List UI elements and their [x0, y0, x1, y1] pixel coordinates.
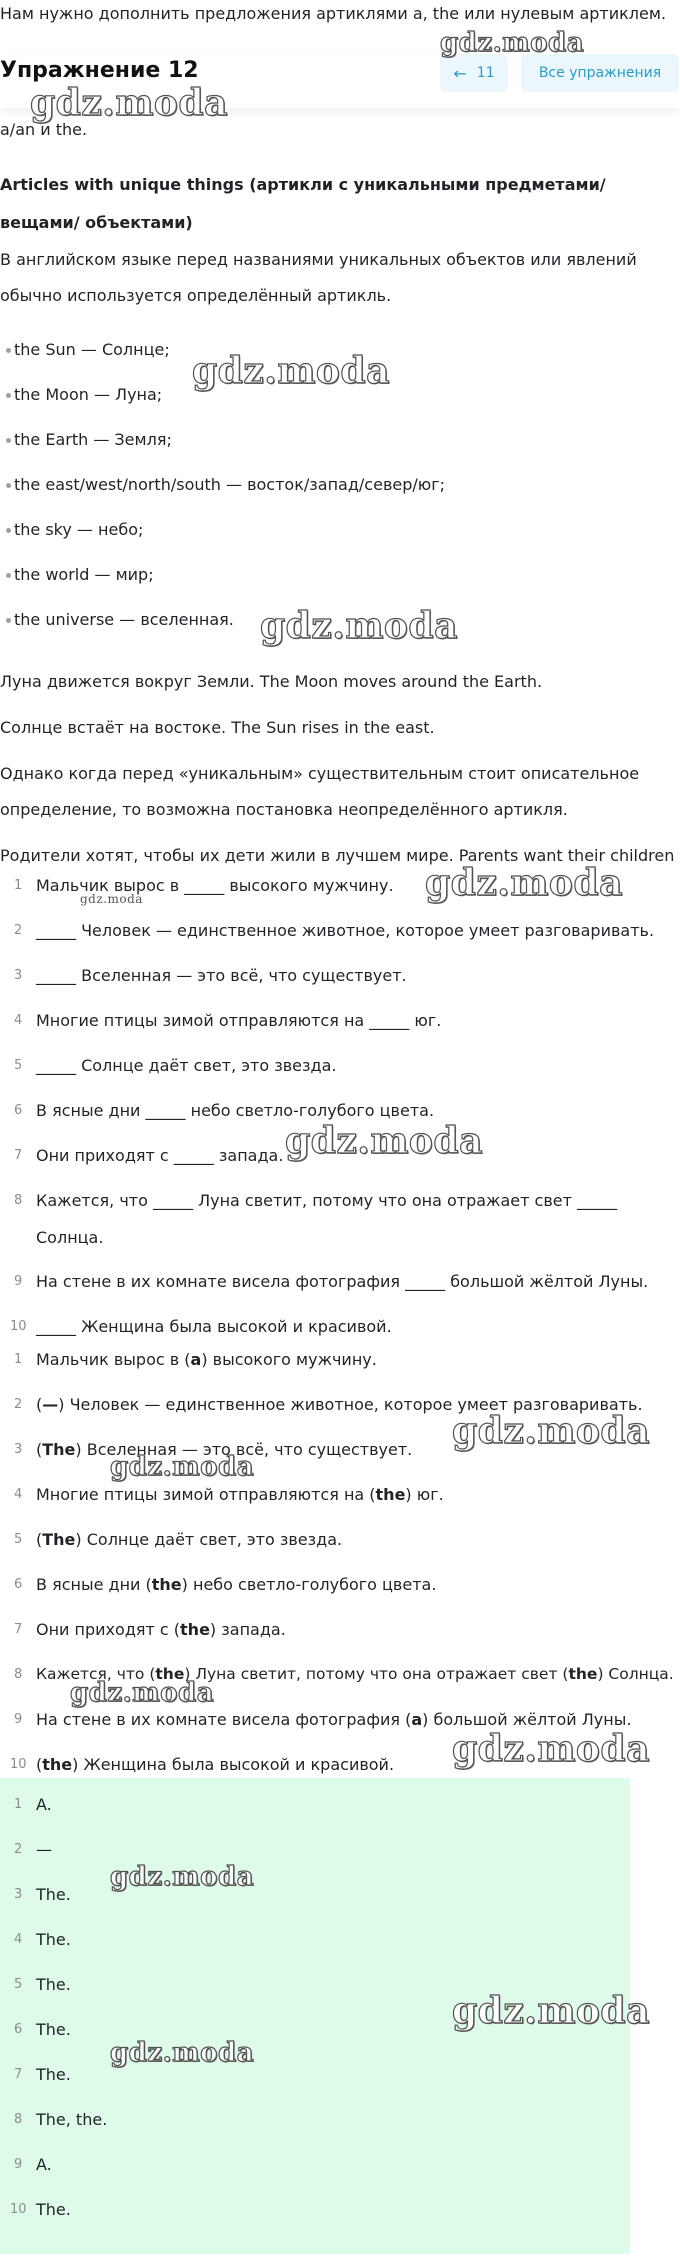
- answer-item: A.: [36, 2155, 52, 2174]
- example-text: Солнце встаёт на востоке. The Sun rises in the east.: [0, 718, 435, 737]
- answer-item: The.: [36, 2065, 71, 2084]
- watermark: gdz.moda: [260, 605, 458, 647]
- page-title: Упражнение 12: [0, 58, 199, 83]
- item-number: 3: [14, 968, 23, 983]
- watermark: gdz.moda: [452, 1990, 650, 2032]
- watermark: gdz.moda: [452, 1410, 650, 1452]
- filled-item: (The) Солнце даёт свет, это звезда.: [36, 1530, 343, 1549]
- example-text: Однако когда перед «уникальным» существительным стоит описательное определение, то возможна постановка неопределённого артикля.: [0, 764, 640, 819]
- watermark: gdz.moda: [285, 1120, 483, 1162]
- task-item: Многие птицы зимой отправляются на _____ юг.: [36, 1011, 442, 1030]
- example-text: Родители хотят, чтобы их дети жили в лучшем мире. Parents want their children: [0, 846, 675, 865]
- task-item: _____ Вселенная — это всё, что существует.: [36, 966, 407, 985]
- filled-item: (the) Женщина была высокой и красивой.: [36, 1755, 395, 1774]
- bullet-item: the world — мир;: [14, 565, 154, 584]
- watermark: gdz.moda: [110, 1862, 255, 1892]
- rule-text: В английском языке перед названиями уникальных объектов или явлений обычно используется определённый артикль.: [0, 250, 637, 305]
- watermark: gdz.moda: [30, 82, 228, 124]
- task-item: Кажется, что _____ Луна светит, потому что она отражает свет _____: [36, 1191, 617, 1210]
- item-number: 10: [10, 2202, 27, 2217]
- previous-exercise-button[interactable]: [440, 54, 508, 92]
- item-number: 8: [14, 2112, 23, 2127]
- answer-item: The.: [36, 1930, 71, 1949]
- intro-text: Нам нужно дополнить предложения артиклями a, the или нулевым артиклем.: [0, 4, 667, 23]
- theory-line: a/an и the.: [0, 120, 88, 139]
- item-number: 5: [14, 1532, 23, 1547]
- item-number: 5: [14, 1977, 23, 1992]
- task-item: В ясные дни _____ небо светло-голубого цвета.: [36, 1101, 435, 1120]
- item-number: 7: [14, 2067, 23, 2082]
- answer-item: The.: [36, 1975, 71, 1994]
- item-number: 6: [14, 2022, 23, 2037]
- item-number: 1: [14, 1352, 23, 1367]
- filled-item: Мальчик вырос в (a) высокого мужчину.: [36, 1350, 377, 1369]
- item-number: 6: [14, 1103, 23, 1118]
- answer-item: The.: [36, 1885, 71, 1904]
- answer-item: The.: [36, 2200, 71, 2219]
- filled-item: Они приходят с (the) запада.: [36, 1620, 286, 1639]
- filled-item: На стене в их комнате висела фотография (a) большой жёлтой Луны.: [36, 1710, 632, 1729]
- item-number: 9: [14, 2157, 23, 2172]
- filled-item: (The) Вселенная — это всё, что существует.: [36, 1440, 413, 1459]
- answer-item: The, the.: [36, 2110, 108, 2129]
- watermark: gdz.moda: [440, 28, 585, 58]
- item-number: 9: [14, 1712, 23, 1727]
- example-text: Луна движется вокруг Земли. The Moon moves around the Earth.: [0, 672, 543, 691]
- bullet-item: the universe — вселенная.: [14, 610, 234, 629]
- item-number: 6: [14, 1577, 23, 1592]
- previous-exercise-label: 11: [476, 65, 495, 81]
- task-item: _____ Человек — единственное животное, которое умеет разговаривать.: [36, 921, 655, 940]
- item-number: 4: [14, 1932, 23, 1947]
- bullet-item: the east/west/north/south — восток/запад/север/юг;: [14, 475, 446, 494]
- bullet-item: the Earth — Земля;: [14, 430, 172, 449]
- bullet-item: the Moon — Луна;: [14, 385, 163, 404]
- item-number: 10: [10, 1319, 27, 1334]
- task-item: На стене в их комнате висела фотография _____ большой жёлтой Луны.: [36, 1272, 649, 1291]
- watermark: gdz.moda: [80, 892, 143, 906]
- item-number: 3: [14, 1442, 23, 1457]
- filled-item: В ясные дни (the) небо светло-голубого цвета.: [36, 1575, 437, 1594]
- watermark: gdz.moda: [110, 2038, 255, 2068]
- watermark: gdz.moda: [452, 1728, 650, 1770]
- watermark: gdz.moda: [192, 350, 390, 392]
- item-number: 4: [14, 1487, 23, 1502]
- filled-item: (—) Человек — единственное животное, которое умеет разговаривать.: [36, 1395, 643, 1414]
- item-number: 4: [14, 1013, 23, 1028]
- item-number: 7: [14, 1622, 23, 1637]
- item-number: 8: [14, 1193, 23, 1208]
- all-exercises-button[interactable]: Все упражнения: [521, 54, 679, 92]
- item-number: 7: [14, 1148, 23, 1163]
- bullet-item: the sky — небо;: [14, 520, 144, 539]
- item-number: 1: [14, 1797, 23, 1812]
- task-item: _____ Женщина была высокой и красивой.: [36, 1317, 392, 1336]
- item-number: 2: [14, 923, 23, 938]
- bullet-item: the Sun — Солнце;: [14, 340, 170, 359]
- filled-item: Кажется, что (the) Луна светит, потому что она отражает свет (the) Солнца.: [36, 1665, 674, 1683]
- item-number: 9: [14, 1274, 23, 1289]
- arrow-left-icon: ←: [453, 63, 467, 83]
- task-item-continuation: Солнца.: [36, 1228, 104, 1247]
- watermark: gdz.moda: [425, 862, 623, 904]
- task-item: _____ Солнце даёт свет, это звезда.: [36, 1056, 337, 1075]
- item-number: 1: [14, 878, 23, 893]
- task-item: Мальчик вырос в _____ высокого мужчину.: [36, 876, 394, 895]
- watermark: gdz.moda: [110, 1452, 255, 1482]
- item-number: 8: [14, 1667, 23, 1682]
- watermark: gdz.moda: [70, 1678, 215, 1708]
- item-number: 5: [14, 1058, 23, 1073]
- item-number: 10: [10, 1757, 27, 1772]
- answer-item: The.: [36, 2020, 71, 2039]
- rule-heading: Articles with unique things (артикли с уникальными предметами/вещами/ объектами): [0, 175, 606, 232]
- task-item: Они приходят с _____ запада.: [36, 1146, 284, 1165]
- item-number: 2: [14, 1397, 23, 1412]
- item-number: 3: [14, 1887, 23, 1902]
- answer-item: A.: [36, 1795, 52, 1814]
- filled-item: Многие птицы зимой отправляются на (the) юг.: [36, 1485, 444, 1504]
- item-number: 2: [14, 1842, 23, 1857]
- answer-item: —: [36, 1840, 52, 1859]
